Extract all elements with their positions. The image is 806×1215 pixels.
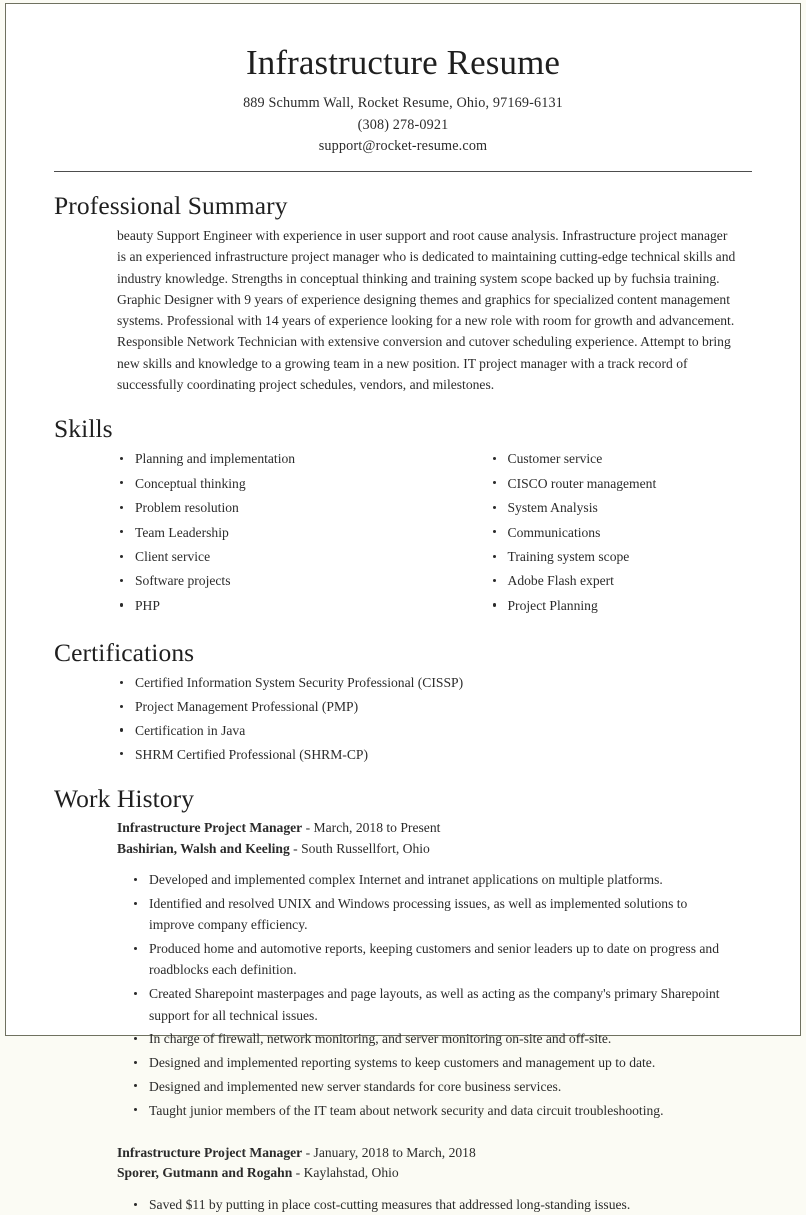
list-item: Project Management Professional (PMP) xyxy=(117,696,752,717)
list-item: PHP xyxy=(117,595,435,616)
section-heading-skills: Skills xyxy=(54,414,113,444)
skills-list-right xyxy=(490,448,753,616)
job-title-line xyxy=(117,1143,752,1164)
contact-email: support@rocket-resume.com xyxy=(318,138,488,155)
list-item: Produced home and automotive reports, keeping customers and senior leaders up to date on progress and roadblocks each definition. xyxy=(131,938,752,981)
list-item: Developed and implemented complex Internet and intranet applications on multiple platforms. xyxy=(131,869,752,890)
list-item: Taught junior members of the IT team about network security and data circuit troubleshooting. xyxy=(131,1100,752,1121)
list-item: Team Leadership xyxy=(117,522,435,543)
skills-column-right xyxy=(435,448,753,619)
job-title: Infrastructure Project Manager xyxy=(117,1144,303,1160)
job-location: - Kaylahstad, Ohio xyxy=(292,1165,399,1181)
page-title: Infrastructure Resume xyxy=(245,43,561,82)
summary-paragraph: beauty Support Engineer with experience in user support and root cause analysis. Infrastructure project manager is an experienced infrastructure project manager who is dedicated to maintaining cutting-edge technical skills and industry knowledge. Strengths in conceptual thinking and training system scope backed up by fuchsia training. Graphic Designer with 9 years of experience designing themes and graphics for specialized content management systems. Professional with 14 years of experience looking for a new role with room for growth and advancement. Responsible Network Technician with extensive conversion and cutover scheduling experience. Attempt to bring new skills and knowledge to a growing team in a new position. IT project manager with a track record of successfully coordinating project schedules, vendors, and milestones. xyxy=(117,228,736,392)
section-heading-certifications: Certifications xyxy=(54,638,195,668)
resume-page xyxy=(5,3,801,1213)
skills-column-left xyxy=(117,448,435,619)
list-item: Created Sharepoint masterpages and page layouts, as well as acting as the company's primary Sharepoint support for all technical issues. xyxy=(131,983,752,1026)
list-item: In charge of firewall, network monitoring, and server monitoring on-site and off-site. xyxy=(131,1028,752,1049)
job-title-line xyxy=(117,818,752,839)
contact-phone: (308) 278-0921 xyxy=(357,116,449,133)
section-work-history xyxy=(48,784,758,1215)
job-responsibilities-list xyxy=(131,1194,752,1215)
list-item: Conceptual thinking xyxy=(117,473,435,494)
section-skills xyxy=(48,414,758,619)
list-item: System Analysis xyxy=(490,497,753,518)
list-item: Adobe Flash expert xyxy=(490,570,753,591)
job-company: Bashirian, Walsh and Keeling xyxy=(117,840,290,856)
job-responsibilities-list xyxy=(131,869,752,1120)
job-company: Sporer, Gutmann and Rogahn xyxy=(117,1165,293,1181)
contact-block xyxy=(48,93,758,158)
list-item: Software projects xyxy=(117,570,435,591)
job-company-line xyxy=(117,1163,752,1184)
list-item: Communications xyxy=(490,522,753,543)
list-item: Customer service xyxy=(490,448,753,469)
skills-list-left xyxy=(117,448,435,616)
list-item: Problem resolution xyxy=(117,497,435,518)
list-item: SHRM Certified Professional (SHRM-CP) xyxy=(117,744,752,765)
list-item: CISCO router management xyxy=(490,473,753,494)
job-dates: - March, 2018 to Present xyxy=(302,820,441,836)
job-company-line xyxy=(117,839,752,860)
list-item: Designed and implemented reporting systems to keep customers and management up to date. xyxy=(131,1052,752,1073)
section-heading-work-history: Work History xyxy=(54,784,195,814)
list-item: Project Planning xyxy=(490,595,753,616)
list-item: Planning and implementation xyxy=(117,448,435,469)
list-item: Certified Information System Security Professional (CISSP) xyxy=(117,672,752,693)
work-history-entry xyxy=(54,818,752,1121)
list-item: Saved $11 by putting in place cost-cutting measures that addressed long-standing issues. xyxy=(131,1194,752,1215)
header-divider xyxy=(54,171,752,172)
section-heading-summary: Professional Summary xyxy=(54,190,288,220)
contact-address: 889 Schumm Wall, Rocket Resume, Ohio, 97169-6131 xyxy=(243,95,563,112)
job-location: - South Russellfort, Ohio xyxy=(289,840,430,856)
list-item: Certification in Java xyxy=(117,720,752,741)
work-history-entry xyxy=(54,1143,752,1215)
list-item: Identified and resolved UNIX and Windows processing issues, as well as implemented solutions to improve company efficiency. xyxy=(131,893,752,936)
list-item: Designed and implemented new server standards for core business services. xyxy=(131,1076,752,1097)
list-item: Client service xyxy=(117,546,435,567)
section-professional-summary xyxy=(48,191,758,395)
list-item: Training system scope xyxy=(490,546,753,567)
section-certifications xyxy=(48,638,758,765)
job-dates: - January, 2018 to March, 2018 xyxy=(302,1144,476,1160)
job-title: Infrastructure Project Manager xyxy=(117,820,303,836)
certifications-list xyxy=(117,672,752,765)
